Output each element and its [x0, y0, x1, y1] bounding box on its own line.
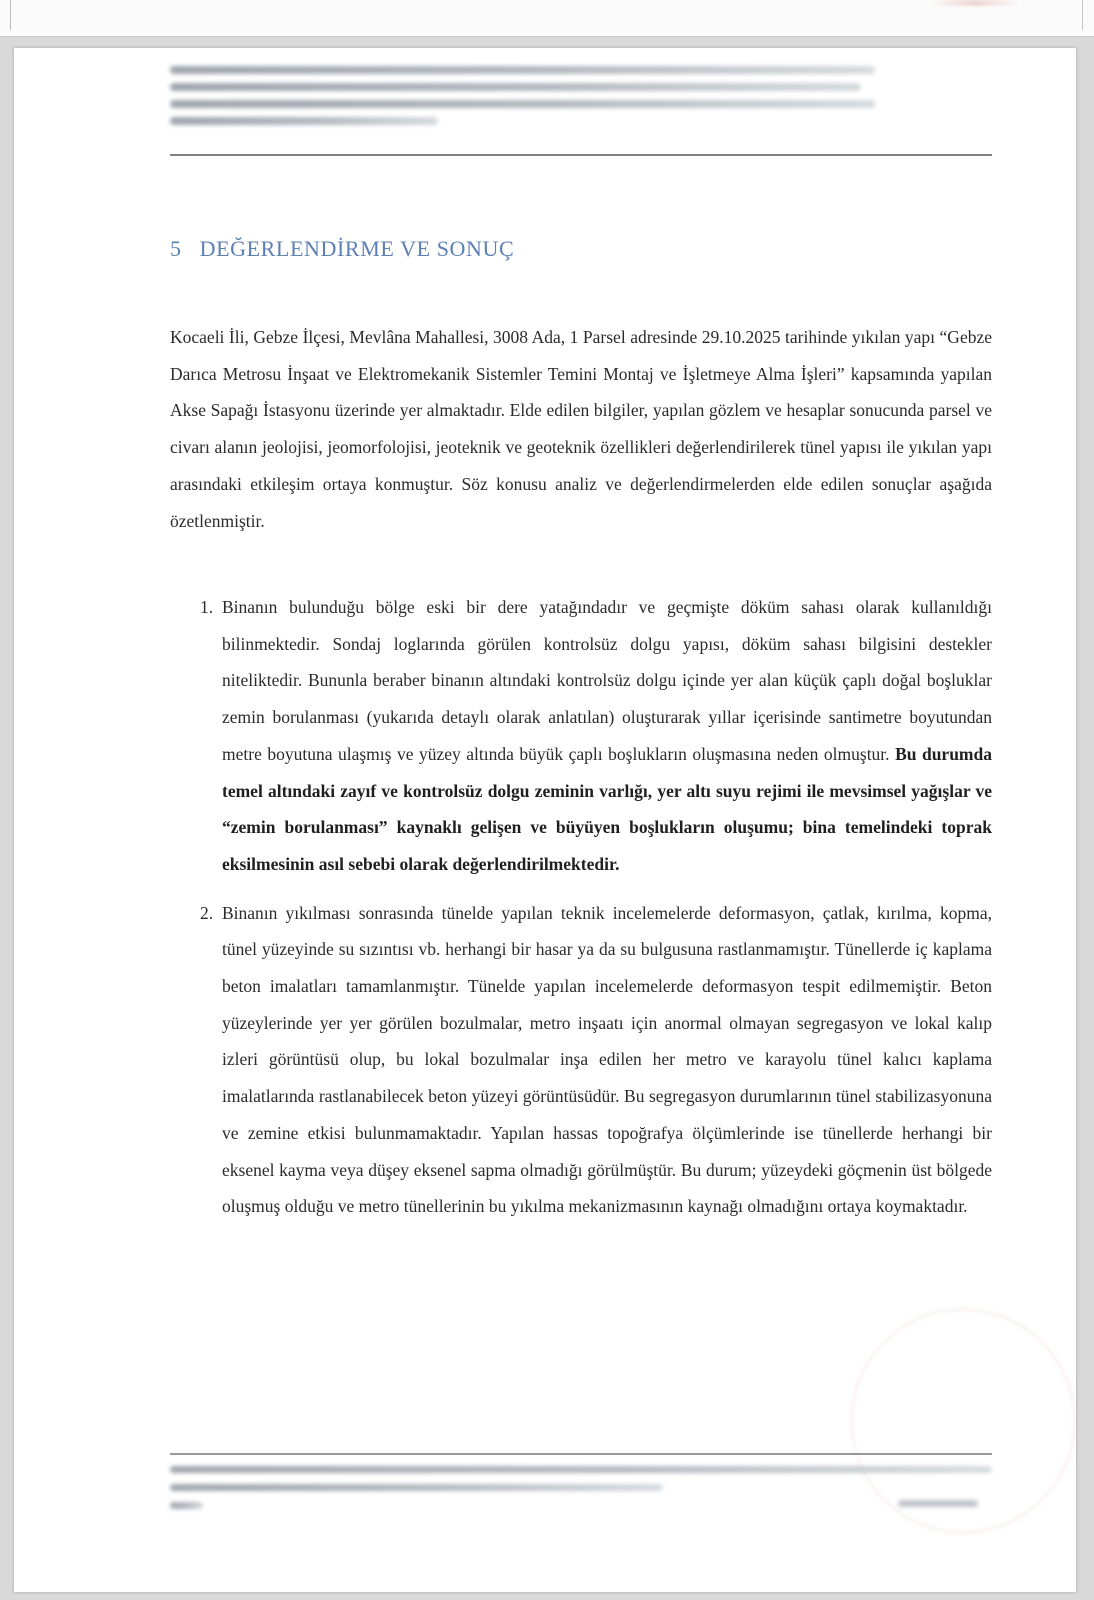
- blurred-line: [170, 66, 875, 74]
- findings-list: [170, 589, 992, 1237]
- footer-rule: [170, 1453, 992, 1455]
- blurred-line: [170, 1466, 992, 1473]
- blurred-line: [170, 1484, 663, 1491]
- finding-text: Binanın bulunduğu bölge eski bir dere yatağındadır ve geçmişte döküm sahası olarak kullanıldığı bilinmektedir. Sondaj loglarında görülen kontrolsüz dolgu yapısı, döküm sahası bilgisini destekler niteliktedir. Bununla beraber binanın altındaki kontrolsüz dolgu içinde yer alan küçük çaplı doğal boşluklar zemin borulanması (yukarıda detaylı olarak anlatılan) oluşturarak yıllar içerisinde santimetre boyutundan metre boyutuna ulaşmış ve yüzey altında büyük çaplı boşlukların oluşmasına neden olmuştur.: [222, 597, 992, 764]
- finding-text: Binanın yıkılması sonrasında tünelde yapılan teknik incelemelerde deformasyon, çatlak, kırılma, kopma, tünel yüzeyinde su sızıntısı vb. herhangi bir hasar ya da su bulgusuna rastlanmamıştır. Tünellerde iç kaplama beton imalatları tamamlanmıştır. Tünelde yapılan incelemelerde deformasyon tespit edilmemiştir. Beton yüzeylerinde yer yer görülen bozulmalar, metro inşaatı için anormal olmayan segregasyon ve lokal kalıp izleri görüntüsü olup, bu lokal bozulmalar inşa edilen her metro ve karayolu tünel kalıcı kaplama imalatlarında rastlanabilecek beton yüzeyi görüntüsüdür. Bu segregasyon durumlarının tünel stabilizasyonuna ve zemine etkisi bulunmamaktadır. Yapılan hassas topoğrafya ölçümlerinde ise tünellerde herhangi bir eksenel kayma veya düşey eksenel sapma olmadığı görülmüştür. Bu durum; yüzeydeki göçmenin üst bölgede oluşmuş olduğu ve metro tünellerinin bu yıkılma mekanizmasının kaynağı olmadığını ortaya koymaktadır.: [222, 902, 992, 1217]
- blurred-line: [170, 1502, 203, 1509]
- previous-page-right-border: [1082, 0, 1083, 30]
- section-number: 5: [170, 236, 182, 261]
- section-title: DEĞERLENDİRME VE SONUÇ: [199, 236, 515, 261]
- document-page: [14, 48, 1076, 1592]
- section-heading: [170, 236, 514, 262]
- previous-page-left-border: [10, 0, 11, 30]
- finding-number: 1.: [200, 597, 214, 617]
- finding-conclusion-bold: Bu durumda temel altındaki zayıf ve kontrolsüz dolgu zeminin varlığı, yer altı suyu rejimi ile mevsimsel yağışlar ve “zemin borulanması” kaynaklı gelişen ve büyüyen boşlukların oluşumu; bina temelindeki toprak eksilmesinin asıl sebebi olarak değerlendirilmektedir.: [222, 743, 992, 874]
- blurred-line: [170, 100, 875, 108]
- intro-paragraph: Kocaeli İli, Gebze İlçesi, Mevlâna Mahallesi, 3008 Ada, 1 Parsel adresinde 29.10.2025 tarihinde yıkılan yapı “Gebze Darıca Metrosu İnşaat ve Elektromekanik Sistemler Temini Montaj ve İşletmeye Alma İşleri” kapsamında yapılan Akse Sapağı İstasyonu üzerinde yer almaktadır. Elde edilen bilgiler, yapılan gözlem ve hesaplar sonucunda parsel ve civarı alanın jeolojisi, jeomorfolojisi, jeoteknik ve geoteknik özellikleri değerlendirilerek tünel yapısı ile yıkılan yapı arasındaki etkileşim ortaya konmuştur. Söz konusu analiz ve değerlendirmelerden elde edilen sonuçlar aşağıda özetlenmiştir.: [170, 327, 992, 531]
- blurred-line: [170, 117, 438, 125]
- blurred-line: [170, 83, 861, 91]
- blurred-header-text: [170, 66, 875, 126]
- finding-item: [170, 895, 992, 1225]
- finding-number: 2.: [200, 902, 214, 923]
- blurred-footer-date: [898, 1500, 978, 1507]
- finding-item: [170, 589, 992, 883]
- previous-page-stamp-fragment: [930, 0, 1020, 6]
- blurred-footer-text: [170, 1466, 992, 1546]
- previous-page-edge: [0, 0, 1094, 37]
- header-rule: [170, 154, 992, 156]
